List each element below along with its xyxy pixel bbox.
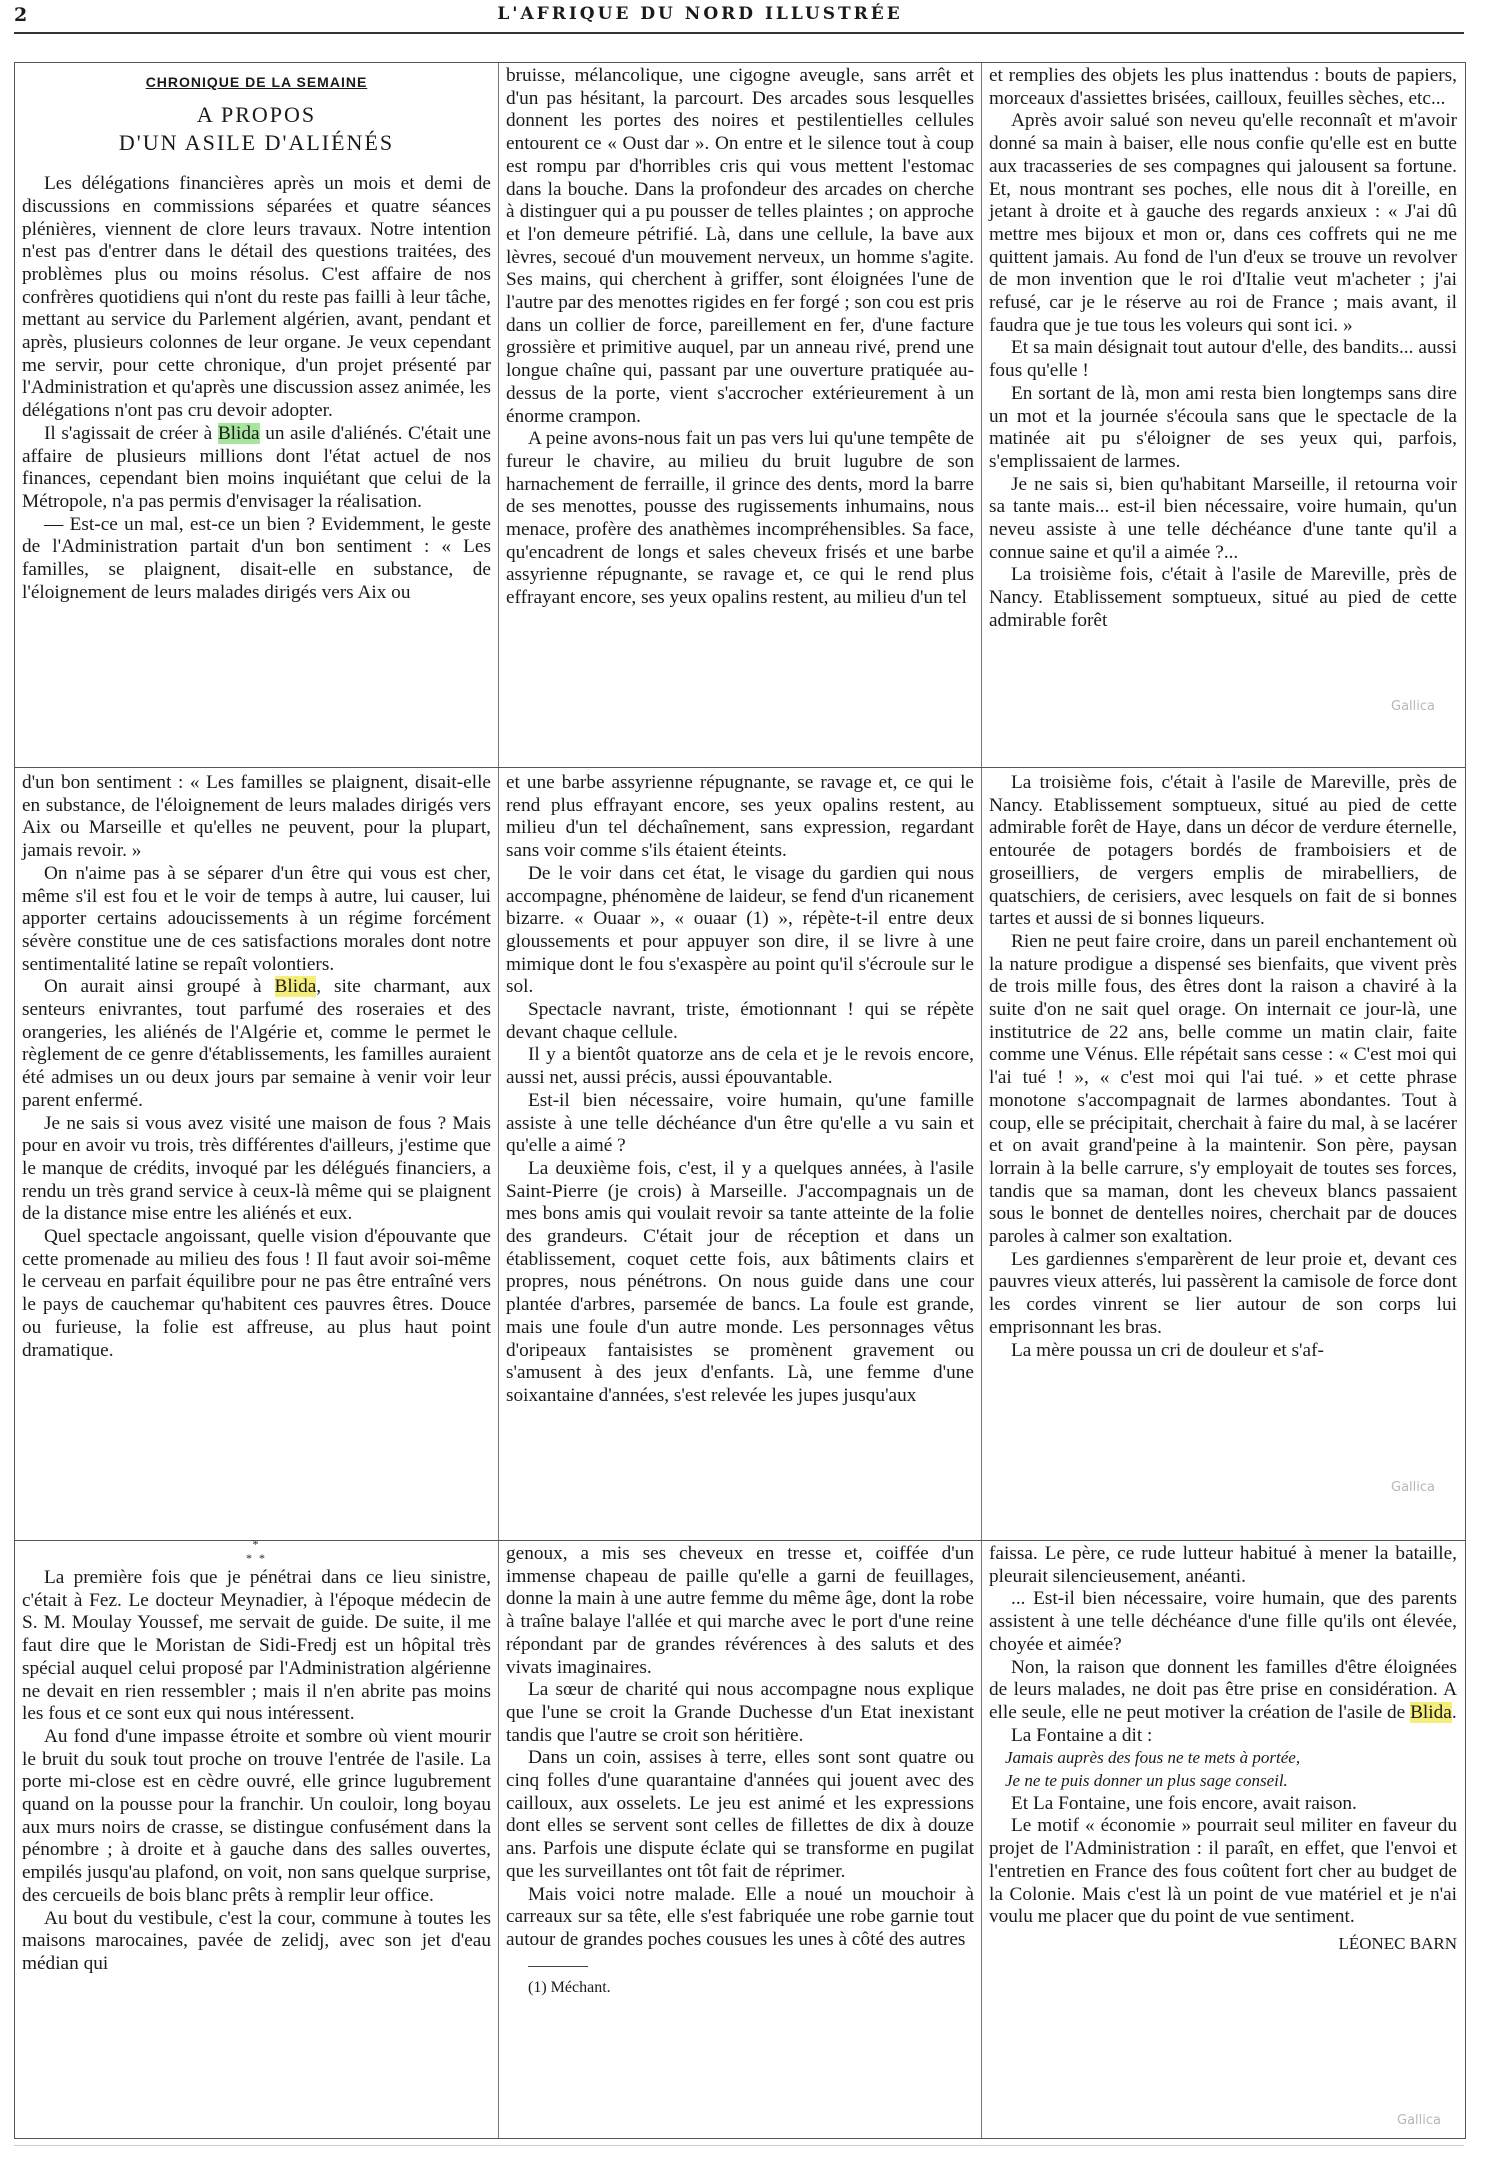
highlight-blida: Blida	[217, 422, 260, 444]
gallica-watermark: Gallica	[1391, 1480, 1435, 1495]
paragraph: et remplies des objets les plus inattendus : bouts de papiers, morceaux d'assiettes brisées, cailloux, feuilles sèches, etc...	[989, 65, 1457, 109]
paragraph: En sortant de là, mon ami resta bien longtemps sans dire un mot et la journée s'écoula sans que le spectacle de la matinée ait pu s'éloigner de ses yeux qui, parfois, s'emplissaient de larmes.	[989, 382, 1457, 472]
paragraph: On n'aime pas à se séparer d'un être qui vous est cher, même s'il est fou et le voir de temps à autre, lui causer, lui apporter certains adoucissements à un régime forcément sévère constitue une de ces satisfactions morales dont notre sentimentalité latine se repaît volontiers.	[22, 862, 491, 975]
clip2-column-2	[499, 768, 981, 1541]
clip3-column-2	[499, 1541, 981, 2138]
article-title-line-2: D'UN ASILE D'ALIÉNÉS	[118, 130, 395, 156]
paragraph: La deuxième fois, c'est, il y a quelques années, à l'asile Saint-Pierre (je crois) à Marseille. J'accompagnais un de mes bons amis qui voulait revoir sa tante atteinte de la folie des grandeurs. C'était jour de réception et dans un établissement, coquet cette fois, aux bâtiments clairs et propres, nous pénétrons. On nous guide dans une cour plantée d'arbres, parsemée de bancs. La foule est grande, mais une foule d'un autre monde. Les personnages vêtus d'oripeaux fantaisistes se promènent gravement ou s'amusent à des jeux d'enfants. Là, une femme d'une soixantaine d'années, s'est relevée les jupes jusqu'aux	[506, 1157, 974, 1406]
paragraph: Je ne sais si vous avez visité une maison de fous ? Mais pour en avoir vu trois, très différentes d'ailleurs, j'estime que le manque de crédits, invoqué par les délégués financiers, a rendu un très grand service à ceux-là même qui se plaignent de la distance mise entre les aliénés et eux.	[22, 1112, 491, 1225]
section-separator: * * *	[246, 1541, 267, 1565]
paragraph: De le voir dans cet état, le visage du gardien qui nous accompagne, phénomène de laideur, se fend d'un ricanement bizarre. « Ouaar », « ouaar (1) », répète-t-il entre deux gloussements et pour appuyer son dire, il se livre à une mimique dont le fou s'exaspère au point qu'il s'écroule sur le sol.	[506, 862, 974, 998]
paragraph: genoux, a mis ses cheveux en tresse et, coiffée d'un immense chapeau de paille qu'elle a garni de feuillages, donne la main à une autre femme du même âge, dont la robe à traîne balaye l'allée et qui marche avec le port d'une reine répondant par de grandes révérences à des saluts et des vivats imaginaires.	[506, 1543, 974, 1678]
paragraph: bruisse, mélancolique, une cigogne aveugle, sans arrêt et d'un pas hésitant, la parcourt. Des arcades sous lesquelles donnent les portes des noires et pestilentielles cellules entourent ce « Oust dar ». On entre et le silence tout à coup est rompu par d'horribles cris qui vous mettent l'estomac dans la bouche. Dans la profondeur des arcades on cherche à distinguer qui a pu pousser de telles plaintes ; on approche et l'on demeure pétrifié. Là, dans une cellule, la bave aux lèvres, secoué d'un mouvement nerveux, un homme s'agite. Ses mains, qui cherchent à griffer, sont éloignées l'une de l'autre par des menottes rigides en fer forgé ; son cou est pris dans un collier de force, pareillement en fer, d'une facture grossière et primitive auquel, par un anneau rivé, prend une longue chaîne qui, passant par une ouverture pratiquée au-dessus de la porte, vient s'accrocher extérieurement à un énorme crampon.	[506, 65, 974, 427]
paragraph: Les gardiennes s'emparèrent de leur proie et, devant ces pauvres vieux atterés, lui passèrent la camisole de force dont les cordes vinrent se lier autour de son corps lui emprisonnant les bras.	[989, 1248, 1457, 1338]
header-rule	[14, 32, 1464, 34]
running-head: L'AFRIQUE DU NORD ILLUSTRÉE	[497, 4, 903, 24]
clip1-column-1	[15, 63, 498, 768]
paragraph: Au bout du vestibule, c'est la cour, commune à toutes les maisons marocaines, pavée de zelidj, avec son jet d'eau médian qui	[22, 1907, 491, 1974]
paragraph: Mais voici notre malade. Elle a noué un mouchoir à carreaux sur sa tête, elle s'est fabriquée une robe garnie tout autour de grandes poches cousues les unes à côté des autres	[506, 1883, 974, 1950]
paragraph: ... Est-il bien nécessaire, voire humain, que des parents assistent à une telle déchéance d'une fille qu'ils ont élevée, choyée et aimée?	[989, 1588, 1457, 1655]
quote-line: Jamais auprès des fous ne te mets à portée,	[1005, 1748, 1301, 1768]
clip1-column-3	[982, 63, 1464, 768]
paragraph: A peine avons-nous fait un pas vers lui qu'une tempête de fureur le chavire, au milieu du bruit lugubre de son harnachement de ferraille, il grince des dents, mord la barre de ses menottes, pousse des rugissements inhumains, nous menace, profère des anathèmes incompréhensibles. Sa face, qu'encadrent de longs et sales cheveux frisés et une barbe assyrienne répugnante, se ravage et, ce qui le rend plus effrayant encore, ses yeux opalins restent, au milieu d'un tel	[506, 428, 974, 609]
paragraph: Les délégations financières après un mois et demi de discussions en commissions séparées et quatre séances plénières, viennent de clore leurs travaux. Notre intention n'est pas d'entrer dans le détail des questions traitées, des problèmes plus ou moins résolus. C'est affaire de nos confrères quotidiens qui n'ont du reste pas failli à leur tâche, mettant au service du Parlement algérien, avant, pendant et après, plusieurs colonnes de leur organe. Je veux cependant me servir, pour cette chronique, d'un projet présenté par l'Administration et qu'après une discussion assez animée, les délégations n'ont pas cru devoir adopter.	[22, 173, 491, 422]
paragraph: Quel spectacle angoissant, quelle vision d'épouvante que cette promenade au milieu des fous ! Il faut avoir soi-même le cerveau en parfait équilibre pour ne pas être entraîné vers le pays de cauchemar qu'habitent ces pauvres êtres. Douce ou furieuse, la folie est affreuse, au plus haut point dramatique.	[22, 1226, 491, 1361]
article-clip-2	[14, 767, 1466, 1542]
paragraph: Au fond d'une impasse étroite et sombre où vient mourir le bruit du souk tout proche on trouve l'entrée de l'asile. La porte mi-close est en cèdre ouvré, elle grince lugubrement quand on la pousse pour la franchir. Un couloir, long boyau aux murs noirs de crasse, se distingue confusément dans la pénombre ; à droite et à gauche dans des salles ouvertes, empilés jusqu'au plafond, on voit, non sans quelque surprise, des cercueils de bois blanc prêts à remplir leur office.	[22, 1725, 491, 1906]
highlight-blida: Blida	[1410, 1701, 1452, 1723]
page-number: 2	[14, 4, 28, 26]
gallica-watermark: Gallica	[1391, 699, 1435, 714]
paragraph: Il s'agissait de créer à Blida un asile d'aliénés. C'était une affaire de plusieurs millions dont l'état actuel de nos finances, cependant bien moins inquiétant que celui de la Métropole, n'a pas permis d'envisager la réalisation.	[22, 422, 491, 512]
article-clip-3	[14, 1540, 1466, 2139]
clip2-column-1	[15, 768, 498, 1541]
paragraph: La mère poussa un cri de douleur et s'af-	[1011, 1339, 1324, 1361]
paragraph: La troisième fois, c'était à l'asile de Mareville, près de Nancy. Etablissement somptueux, situé au pied de cette admirable forêt	[989, 564, 1457, 631]
author-signature: LÉONEC BARN	[1338, 1933, 1457, 1953]
article-clip-1	[14, 62, 1466, 769]
paragraph: Dans un coin, assises à terre, elles sont sont quatre ou cinq folles d'une quarantaine d'années qui jouent avec des cailloux, aux osselets. Le jeu est animé et les expressions dont elles se servent sont celles de fillettes de dix à douze ans. Parfois une dispute éclate qui se transforme en pugilat que les surveillantes ont tôt fait de réprimer.	[506, 1747, 974, 1882]
clip1-column-2	[499, 63, 981, 768]
paragraph: Il y a bientôt quatorze ans de cela et je le revois encore, aussi net, aussi précis, aussi épouvantable.	[506, 1044, 974, 1089]
paragraph: Non, la raison que donnent les familles d'être éloignées de leurs malades, ne doit pas être prise en considération. A elle seule, elle ne peut motiver la création de l'asile de Blida.	[989, 1656, 1457, 1723]
paragraph: — Est-ce un mal, est-ce un bien ? Evidemment, le geste de l'Administration partait d'un bon sentiment : « Les familles, se plaignent, disait-elle en substance, de l'éloignement de leurs malades dirigés vers Aix ou	[22, 513, 491, 603]
article-title-line-1: A PROPOS	[196, 101, 317, 127]
highlight-blida: Blida	[274, 976, 317, 998]
clip3-column-1	[15, 1541, 498, 2138]
paragraph: Rien ne peut faire croire, dans un pareil enchantement où la nature prodigue a dispensé ses bienfaits, que vivent près de trois mille fous, des êtres dont la raison a chaviré à la suite d'on ne sait quel orage. On internait ce jour-là, une institutrice de 22 ans, belle comme un matin clair, faite comme une Vénus. Elle répétait sans cesse : « C'est moi qui l'ai tué ! », « c'est moi qui l'ai tué. » et cette phrase monotone s'accompagnait de larmes abondantes. Tout à coup, elle se précipitait, cherchait à faire du mal, à se lacérer et on avait grand'peine à la maintenir. Son père, paysan lorrain à la belle carrure, s'y employait de toutes ses forces, tandis que sa maman, dont les cheveux blancs passaient sous le bonnet de dentelles noires, cherchait par de douces paroles à calmer son exaltation.	[989, 930, 1457, 1248]
footnote-rule	[528, 1966, 588, 1967]
paragraph: Je ne sais si, bien qu'habitant Marseille, il retourna voir sa tante mais... est-il bien nécessaire, voire humain, qu'un neveu assiste à une telle déchéance d'une tante qu'il a connue saine et qu'il a aimée ?...	[989, 473, 1457, 563]
paragraph: La sœur de charité qui nous accompagne nous explique que l'une se croit la Grande Duchesse d'un Etat inexistant tandis que l'autre se croit son héritière.	[506, 1679, 974, 1746]
paragraph: Spectacle navrant, triste, émotionnant ! qui se répète devant chaque cellule.	[506, 999, 974, 1043]
paragraph: Après avoir salué son neveu qu'elle reconnaît et m'avoir donné sa main à baiser, elle nous confie qu'elle est en butte aux tracasseries de ses compagnes qui jalousent sa fortune. Et, nous montrant ses poches, elle nous dit à l'oreille, en jetant à droite et à gauche des regards anxieux : « J'ai dû mettre mes bijoux et mon or, dans ces coffrets qui ne me quittent jamais. Au fond de l'un d'eux se trouve un revolver de mon invention que le roi d'Italie veut m'acheter ; j'ai refusé, car je le réserve au roi de France ; mais avant, il faudra que je tue tous les voleurs qui sont ici. »	[989, 110, 1457, 336]
paragraph: Et sa main désignait tout autour d'elle, des bandits... aussi fous qu'elle !	[989, 337, 1457, 382]
paragraph: La Fontaine a dit :	[1011, 1724, 1153, 1746]
paragraph: d'un bon sentiment : « Les familles se plaignent, disait-elle en substance, de l'éloignement de leurs malades dirigés vers Aix ou Marseille et qu'elles ne peuvent, pour la plupart, jamais revoir. »	[22, 772, 491, 862]
paragraph: Le motif « économie » pourrait seul militer en faveur du projet de l'Administration : il paraît, en effet, que l'envoi et l'entretien en France des fous coûtent fort cher au budget de la Colonie. Mais c'est là un point de vue matériel et je n'ai voulu me placer que du point de vue sentiment.	[989, 1815, 1457, 1928]
clip3-column-3	[982, 1541, 1464, 2138]
quote-line: Je ne te puis donner un plus sage conseil.	[1005, 1771, 1288, 1791]
section-label: CHRONIQUE DE LA SEMAINE	[145, 74, 368, 90]
paragraph: La première fois que je pénétrai dans ce lieu sinistre, c'était à Fez. Le docteur Meynadier, à l'époque médecin de S. M. Moulay Youssef, me servait de guide. De suite, il me faut dire que le Moristan de Sidi-Fredj est un hôpital très spécial auquel celui proposé par l'Administration algérienne ne devait en rien ressembler ; mais il n'en abrite pas moins les fous et ce sont eux qui nous intéressent.	[22, 1567, 491, 1725]
paragraph: faissa. Le père, ce rude lutteur habitué à mener la bataille, pleurait silencieusement, anéanti.	[989, 1543, 1457, 1587]
page-bottom-rule	[14, 2145, 1464, 2146]
clip2-column-3	[982, 768, 1464, 1541]
paragraph: et une barbe assyrienne répugnante, se ravage et, ce qui le rend plus effrayant encore, ses yeux opalins restent, au milieu d'un tel déchaînement, sans expression, regardant sans voir comme s'ils étaient éteints.	[506, 772, 974, 862]
footnote: (1) Méchant.	[528, 1978, 611, 1996]
paragraph: La troisième fois, c'était à l'asile de Mareville, près de Nancy. Etablissement somptueux, situé au pied de cette admirable forêt de Haye, dans un décor de verdure éternelle, entourée de potagers bordés de framboisiers et de groseilliers, de vergers emplis de mirabelliers, de quatschiers, de cerisiers, avec lesquels on fait de si bonnes tartes et aussi de si bonnes liqueurs.	[989, 772, 1457, 930]
paragraph: Et La Fontaine, une fois encore, avait raison.	[1011, 1792, 1357, 1814]
gallica-watermark: Gallica	[1397, 2113, 1441, 2128]
paragraph: Est-il bien nécessaire, voire humain, qu'une famille assiste à une telle déchéance d'un être qu'elle a vu sain et qu'elle a aimé ?	[506, 1089, 974, 1157]
paragraph: On aurait ainsi groupé à Blida, site charmant, aux senteurs enivrantes, tout parfumé des roseraies et des orangeries, les aliénés de l'Algérie et, comme le permet le règlement de ce genre d'établissements, les familles auraient été admises un ou deux jours par semaine à venir voir leur parent enfermé.	[22, 976, 491, 1111]
